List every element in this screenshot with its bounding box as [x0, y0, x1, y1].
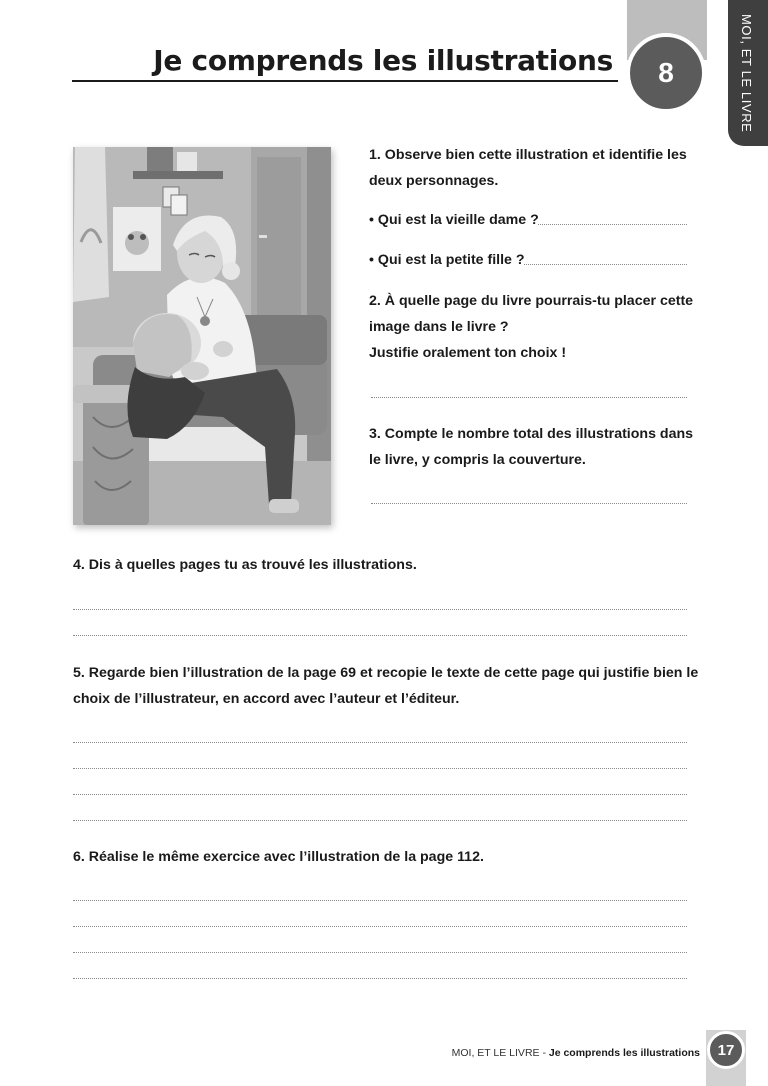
footer-section: MOI, ET LE LIVRE -	[451, 1047, 549, 1059]
question-6	[73, 844, 693, 870]
page-footer	[452, 1047, 700, 1059]
question-1-text: Observe bien cette illustration et identifie les deux personnages.	[369, 147, 687, 189]
footer-title: Je comprends les illustrations	[548, 1047, 700, 1059]
page-title: Je comprends les illustrations	[153, 44, 613, 77]
answer-line-6b[interactable]	[73, 926, 687, 927]
answer-line-6a[interactable]	[73, 900, 687, 901]
question-3	[369, 421, 699, 473]
question-1-bullet-a: • Qui est la vieille dame ?	[369, 212, 539, 228]
question-3-number: 3.	[369, 426, 381, 442]
question-4-text: Dis à quelles pages tu as trouvé les illustrations.	[88, 557, 417, 573]
question-5	[73, 660, 703, 712]
page-number: 17	[707, 1031, 745, 1069]
answer-line-5b[interactable]	[73, 768, 687, 769]
question-1	[369, 142, 699, 194]
section-side-tab	[728, 0, 768, 146]
answer-line-6d[interactable]	[73, 978, 687, 979]
question-4-number: 4.	[73, 557, 85, 573]
question-2-instruction: Justifie oralement ton choix !	[369, 345, 567, 361]
answer-line-2[interactable]	[371, 397, 687, 398]
question-2	[369, 288, 704, 366]
answer-line-1b[interactable]	[524, 264, 687, 265]
question-2-number: 2.	[369, 293, 381, 309]
book-illustration	[73, 147, 331, 525]
question-6-number: 6.	[73, 849, 85, 865]
question-2-text: À quelle page du livre pourrais-tu placer cette image dans le livre ?	[369, 293, 694, 335]
question-6-text: Réalise le même exercice avec l’illustration de la page 112.	[88, 849, 484, 865]
answer-line-4a[interactable]	[73, 609, 687, 610]
chapter-number-badge: 8	[626, 33, 706, 113]
answer-line-5c[interactable]	[73, 794, 687, 795]
answer-line-1a[interactable]	[538, 224, 687, 225]
question-3-text: Compte le nombre total des illustrations dans le livre, y compris la couverture.	[369, 426, 694, 468]
question-1-bullet-b: • Qui est la petite fille ?	[369, 252, 525, 268]
answer-line-3[interactable]	[371, 503, 687, 504]
answer-line-5a[interactable]	[73, 742, 687, 743]
title-underline	[72, 80, 618, 82]
question-5-number: 5.	[73, 665, 85, 681]
question-1-number: 1.	[369, 147, 381, 163]
answer-line-6c[interactable]	[73, 952, 687, 953]
answer-line-4b[interactable]	[73, 635, 687, 636]
answer-line-5d[interactable]	[73, 820, 687, 821]
question-4	[73, 552, 693, 578]
question-5-text: Regarde bien l’illustration de la page 69 et recopie le texte de cette page qui justifie bien le choix de l’illustrateur, en accord avec l’auteur et l’éditeur.	[73, 665, 699, 707]
section-side-tab-label: MOI, ET LE LIVRE	[739, 14, 754, 133]
